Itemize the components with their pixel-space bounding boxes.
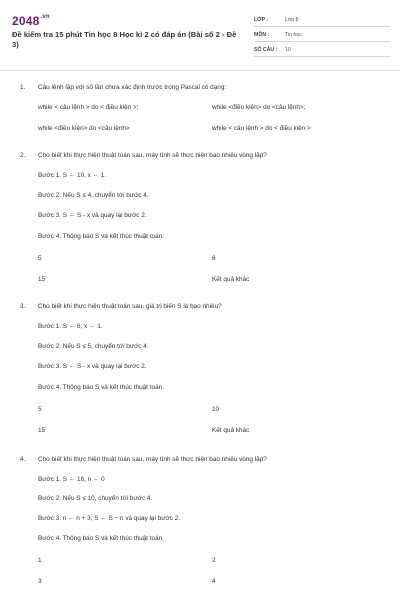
- question-text: Cho biết khi thực hiện thuật toán sau, máy tính sẽ thực hiện bao nhiêu vòng lặp?: [38, 456, 267, 463]
- algorithm-step: Bước 2. Nếu S ≤ 4, chuyển tới bước 4.: [38, 192, 149, 199]
- site-logo[interactable]: [12, 14, 50, 28]
- option-c[interactable]: 3: [38, 578, 42, 585]
- option-c[interactable]: while <điều kiện> do <câu lệnh>: [38, 125, 130, 132]
- exam-meta: [254, 14, 390, 57]
- option-d[interactable]: Kết quả khác: [212, 427, 250, 434]
- header-divider: [0, 70, 400, 71]
- meta-row-socau: [254, 44, 390, 57]
- exam-title: Đề kiểm tra 15 phút Tin học 8 Học kì 2 có đáp án (Bài số 2 - Đề 3): [12, 30, 237, 49]
- question-number: 1.: [20, 84, 26, 91]
- question-head: [20, 84, 226, 91]
- option-a[interactable]: 5: [38, 255, 42, 262]
- question-head: [20, 456, 267, 463]
- meta-value-socau: 10: [285, 47, 291, 53]
- logo-suffix: .vn: [40, 14, 50, 20]
- meta-row-mon: [254, 29, 390, 42]
- algorithm-step: Bước 2. Nếu S ≤ 5, chuyển tới bước 4.: [38, 343, 149, 350]
- question-text: Cho biết khi thực hiện thuật toán sau, máy tính sẽ thực hiện bao nhiêu vòng lặp?: [38, 152, 267, 159]
- meta-row-lop: [254, 14, 390, 27]
- option-a[interactable]: while < câu lệnh > do < điều kiện >;: [38, 104, 139, 111]
- algorithm-step: Bước 4. Thông báo S và kết thúc thuật toán.: [38, 384, 164, 391]
- option-b[interactable]: 10: [212, 406, 220, 413]
- question-head: [20, 152, 267, 159]
- algorithm-step: Bước 2. Nếu S ≤ 10, chuyển tới bước 4.: [38, 495, 153, 502]
- algorithm-step: Bước 3. S ← S - x và quay lại bước 2.: [38, 363, 147, 370]
- algorithm-step: Bước 1. S ← 6, x ← 1.: [38, 323, 103, 330]
- option-b[interactable]: 2: [212, 557, 216, 564]
- algorithm-step: Bước 3. S ← S - x và quay lại bước 2.: [38, 212, 147, 219]
- option-a[interactable]: 5: [38, 406, 42, 413]
- question-head: [20, 303, 222, 310]
- algorithm-step: Bước 4. Thông báo S và kết thúc thuật toán.: [38, 233, 164, 240]
- question-number: 3.: [20, 303, 26, 310]
- question-number: 2.: [20, 152, 26, 159]
- option-d[interactable]: while < câu lệnh > do < điều kiện >: [212, 125, 311, 132]
- meta-label-mon: MÔN :: [254, 32, 270, 38]
- exam-header: [0, 0, 400, 62]
- logo-text: 2048: [12, 14, 40, 28]
- meta-label-socau: SỐ CÂU :: [254, 47, 278, 53]
- question-text: Cho biết khi thực hiện thuật toán sau, giá trị biến S là bao nhiêu?: [38, 303, 222, 310]
- option-b[interactable]: 6: [212, 255, 216, 262]
- algorithm-step: Bước 1. S ← 16, n ← 0: [38, 476, 105, 483]
- question-number: 4.: [20, 456, 26, 463]
- option-a[interactable]: 1: [38, 557, 42, 564]
- option-c[interactable]: 15: [38, 276, 46, 283]
- option-d[interactable]: 4: [212, 578, 216, 585]
- option-b[interactable]: while <điều kiện> do <câu lệnh>;: [212, 104, 306, 111]
- meta-value-lop: Lớp 8: [285, 17, 299, 23]
- option-d[interactable]: Kết quả khác: [212, 276, 250, 283]
- question-text: Câu lệnh lặp với số lần chưa xác định trước trong Pascal có dạng:: [38, 84, 227, 91]
- algorithm-step: Bước 4. Thông báo S và kết thúc thuật toán.: [38, 535, 164, 542]
- meta-value-mon: Tin học: [285, 32, 302, 38]
- option-c[interactable]: 15: [38, 427, 46, 434]
- algorithm-step: Bước 1. S ← 10, x ← 1.: [38, 172, 107, 179]
- algorithm-step: Bước 3. n ← n + 3, S ← S − n và quay lại bước 2.: [38, 515, 180, 522]
- meta-label-lop: LỚP :: [254, 17, 269, 23]
